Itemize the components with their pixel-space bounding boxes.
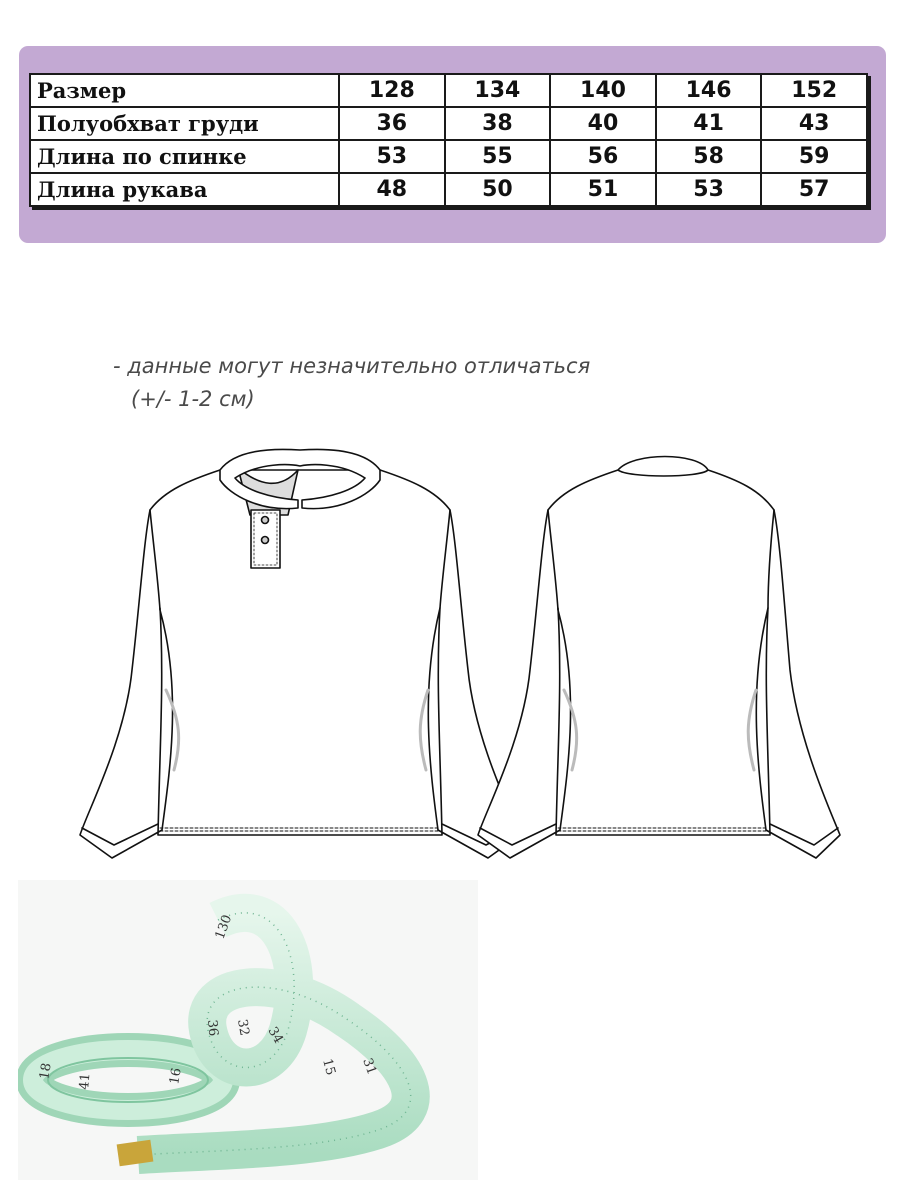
tape-number: 15 xyxy=(319,1057,338,1078)
size-table-panel xyxy=(19,46,886,243)
tape-number: 130 xyxy=(212,912,236,942)
measurement-note xyxy=(113,350,590,416)
table-cell: 51 xyxy=(550,173,656,206)
table-cell: 53 xyxy=(339,140,445,173)
row-label: Длина рукава xyxy=(30,173,339,206)
table-cell: 40 xyxy=(550,107,656,140)
header-size: 152 xyxy=(761,74,867,107)
header-size: 134 xyxy=(445,74,551,107)
table-row xyxy=(30,173,867,206)
header-size: 140 xyxy=(550,74,656,107)
tape-number: 18 xyxy=(37,1061,55,1081)
row-label: Полуобхват груди xyxy=(30,107,339,140)
tape-number: 34 xyxy=(264,1024,286,1047)
polo-shirt-sketch xyxy=(70,440,850,870)
polo-front-view xyxy=(80,449,520,858)
polo-back-view xyxy=(478,457,840,859)
table-cell: 57 xyxy=(761,173,867,206)
tape-number: 32 xyxy=(234,1018,252,1037)
table-cell: 55 xyxy=(445,140,551,173)
table-cell: 43 xyxy=(761,107,867,140)
header-size: 146 xyxy=(656,74,762,107)
table-cell: 58 xyxy=(656,140,762,173)
table-cell: 41 xyxy=(656,107,762,140)
header-label: Размер xyxy=(30,74,339,107)
tape-number: 31 xyxy=(359,1056,379,1077)
table-cell: 36 xyxy=(339,107,445,140)
button xyxy=(262,537,269,544)
table-row xyxy=(30,140,867,173)
size-table xyxy=(29,73,868,207)
tape-number: 41 xyxy=(77,1072,94,1091)
tape-number: 16 xyxy=(167,1066,185,1086)
table-row xyxy=(30,107,867,140)
table-cell: 48 xyxy=(339,173,445,206)
back-body-outline xyxy=(478,470,840,858)
table-cell: 56 xyxy=(550,140,656,173)
table-cell: 53 xyxy=(656,173,762,206)
measuring-tape-photo xyxy=(18,880,478,1180)
button xyxy=(262,517,269,524)
header-size: 128 xyxy=(339,74,445,107)
table-cell: 50 xyxy=(445,173,551,206)
table-header-row xyxy=(30,74,867,107)
back-collar xyxy=(618,457,708,477)
table-cell: 38 xyxy=(445,107,551,140)
table-cell: 59 xyxy=(761,140,867,173)
front-body-outline xyxy=(80,470,520,858)
note-line-2: (+/- 1-2 см) xyxy=(131,387,255,411)
tape-number: 36 xyxy=(204,1019,221,1037)
note-line-1: - данные могут незначительно отличаться xyxy=(113,354,591,378)
tape-metal-end xyxy=(117,1140,154,1167)
row-label: Длина по спинке xyxy=(30,140,339,173)
